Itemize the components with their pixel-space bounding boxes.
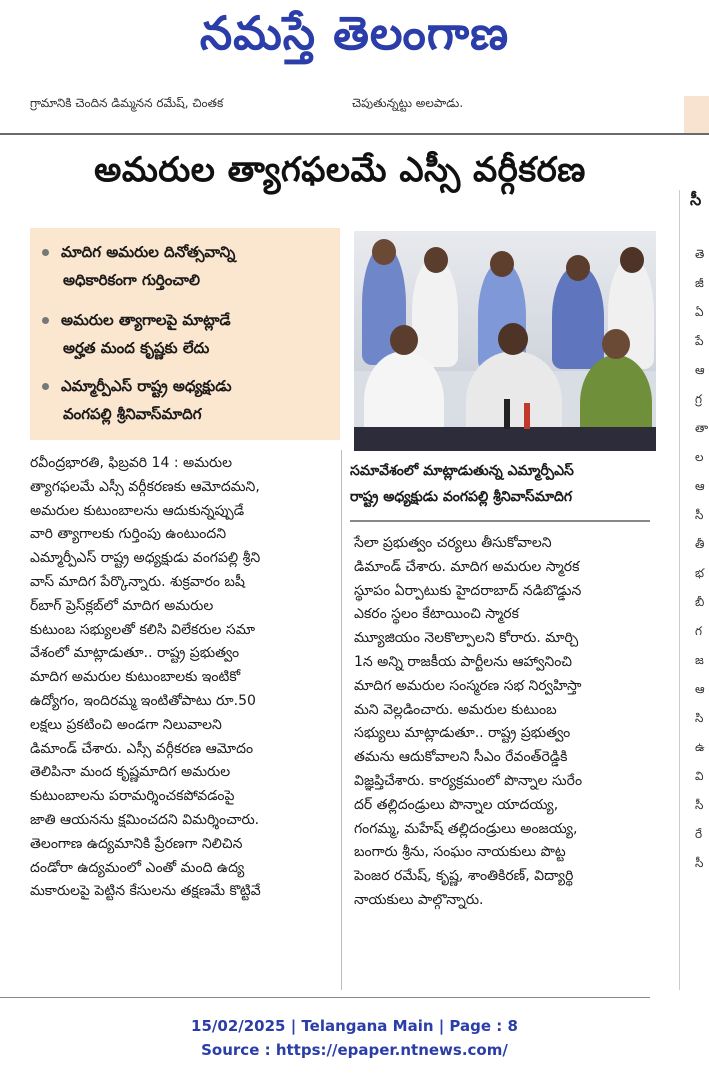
side-line: జ [695,653,704,667]
body-line: మాదిగ అమరుల సంస్మరణ సభ నిర్వహిస్తా [354,677,582,694]
body-line: డిమాండ్ చేశారు. మాదిగ అమరుల స్మారక [354,558,580,575]
body-line: వాస్ మాదిగ పేర్కొన్నారు. శుక్రవారం బషీ [30,573,245,590]
caption-line: సమావేశంలో మాట్లాడుతున్న ఎమ్మార్పీఎస్ [350,463,574,479]
highlight-item [42,372,334,428]
body-line: ఎకరం స్థలం కేటాయించి స్మారక [354,606,519,623]
side-column-text [695,240,709,878]
body-line: మాదిగ అమరుల కుటుంబాలకు ఇంటికో [30,669,241,686]
body-line: బంగారు శ్రీను, సంఘం నాయకులు పొట్ట [354,844,566,861]
photo-caption [350,458,655,518]
footer-source: Source : https://epaper.ntnews.com/ [201,1041,508,1059]
side-line: గ [695,624,702,638]
highlights-box [30,228,340,440]
side-line: ఏ [695,305,704,319]
body-line: నాయకులు పాల్గొన్నారు. [354,891,484,908]
body-line: ఎమ్మార్పీఎస్ రాష్ట్ర అధ్యక్షుడు వంగపల్లి శ్రీని [30,550,261,567]
body-line: మ్యూజియం నెలకొల్పాలని కోరారు. మార్చి [354,630,579,647]
body-line: తమను ఆదుకోవాలని సీఎం రేవంత్‌రెడ్డికి [354,749,568,766]
side-line: పే [695,334,704,348]
body-line: కుటుంబాలను పరామర్శించకపోవడంపై [30,788,235,805]
side-line: ఉ [695,740,705,754]
side-line: ఆ [695,363,705,377]
highlight-line: అమరుల త్యాగాలపై మాట్లాడే [61,311,231,329]
side-line: సీ [695,798,704,812]
article-body-left [30,452,334,904]
side-line: ఆ [695,479,705,493]
previous-article-snippet-left: గ్రామానికి చెందిన డిమ్మనన రమేష్, చింతక [30,96,224,110]
highlight-line: అధికారికంగా గుర్తించాలి [63,271,200,289]
side-line: గ్ర [695,392,702,406]
press-meet-photo [354,231,656,451]
body-line: గంగమ్మ, మహేష్ తల్లిదండ్రులు అంజయ్య, [354,820,578,837]
body-line: సభ్యులు మాట్లాడుతూ.. రాష్ట్ర ప్రభుత్వం [354,725,571,742]
side-line: జీ [695,276,704,290]
body-line: తెలంగాణ ఉద్యమానికి ప్రేరణగా నిలిచిన [30,835,243,852]
bullet-icon [42,317,49,324]
body-line: విజ్ఞప్తిచేశారు. కార్యక్రమంలో పొన్నాల సురేం [354,772,583,789]
side-line: తీ [695,537,705,551]
footer-date-page: 15/02/2025 | Telangana Main | Page : 8 [191,1017,518,1035]
page-bottom-rule [0,997,650,998]
body-line: మకారులపై పెట్టిన కేసులను తక్షణమే కొట్టివే [30,883,261,900]
body-line: వేశంలో మాట్లాడుతూ.. రాష్ట్ర ప్రభుత్వం [30,645,240,662]
side-column-tab [684,96,709,134]
body-line: డిమాండ్ చేశారు. ఎస్సీ వర్గీకరణ ఆమోదం [30,740,254,757]
side-line: తా [695,421,709,435]
caption-line: రాష్ట్ర అధ్యక్షుడు వంగపల్లి శ్రీనివాస్‌మాదిగ [350,489,573,505]
side-line: వి [695,769,704,783]
column-divider-right [679,190,680,990]
masthead [0,0,709,96]
highlight-item [42,306,334,362]
body-line: దండోరా ఉద్యమంలో ఎంతో మంది ఉద్య [30,859,245,876]
body-line: పెంజర రమేష్, కృష్ణ, శాంతికిరణ్, విద్యార్థి [354,868,574,885]
body-line: వారి త్యాగాలకు గుర్తింపు ఉంటుందని [30,526,227,543]
newspaper-logo: నమస్తే తెలంగాణ [199,6,510,60]
body-line: తెలిపినా మంద కృష్ణమాదిగ అమరుల [30,764,231,781]
column-divider [341,450,342,990]
article-headline: అమరుల త్యాగఫలమే ఎస్సీ వర్గీకరణ [94,150,586,190]
highlight-item [42,238,334,294]
caption-divider [350,520,650,522]
body-line: ర్‌బాగ్ ప్రెస్‌క్లబ్‌లో మాదిగ అమరుల [30,597,214,614]
body-line: త్యాగఫలమే ఎస్సీ వర్గీకరణకు ఆమోదమని, [30,478,260,495]
highlight-line: అర్హత మంద కృష్ణకు లేదు [63,339,210,357]
body-line: దర్ తల్లిదండ్రులు పొన్నాల యాదయ్య, [354,796,559,813]
side-line: సీ [695,508,704,522]
highlight-line: ఎమ్మార్పీఎస్ రాష్ట్ర అధ్యక్షుడు [61,377,232,395]
side-line: సి [695,711,704,725]
body-line: స్థూపం ఏర్పాటుకు హైదరాబాద్ నడిబొడ్డున [354,582,582,599]
body-line: మని వెల్లడించారు. అమరుల కుటుంబ [354,701,557,718]
body-line: అమరుల కుటుంబాలను ఆదుకున్నప్పుడే [30,502,245,519]
side-line: సీ [695,856,704,870]
bullet-icon [42,383,49,390]
highlight-line: మాదిగ అమరుల దినోత్సవాన్ని [61,243,236,261]
side-line: భ [695,566,705,580]
side-column-heading: సీ [690,190,702,209]
side-line: రే [695,827,703,841]
previous-article-snippet-right: చెపుతున్నట్టు అలపాడు. [352,96,464,110]
body-line: సేలా ప్రభుత్వం చర్యలు తీసుకోవాలని [354,535,552,551]
bullet-icon [42,249,49,256]
body-line: ఉద్యోగం, ఇందిరమ్మ ఇంటితోపాటు రూ.50 [30,692,256,709]
body-line: జాతి ఆయనను క్షమించదని విమర్శించారు. [30,811,260,828]
side-line: తె [695,247,705,261]
body-line: లక్షలు ప్రకటించి అండగా నిలువాలని [30,716,222,733]
body-line: 1న అన్ని రాజకీయ పార్టీలను ఆహ్వానించి [354,653,573,670]
side-line: ఆ [695,682,705,696]
body-line: కుటుంబ సభ్యులతో కలిసి విలేకరుల సమా [30,621,256,638]
body-line: రవీంద్రభారతి, ఫిబ్రవరి 14 : అమరుల [30,455,233,471]
side-line: ల [695,450,704,464]
side-line: బీ [695,595,705,609]
highlight-line: వంగపల్లి శ్రీనివాస్‌మాదిగ [63,405,202,423]
section-divider [0,133,709,135]
article-body-right [354,532,654,913]
